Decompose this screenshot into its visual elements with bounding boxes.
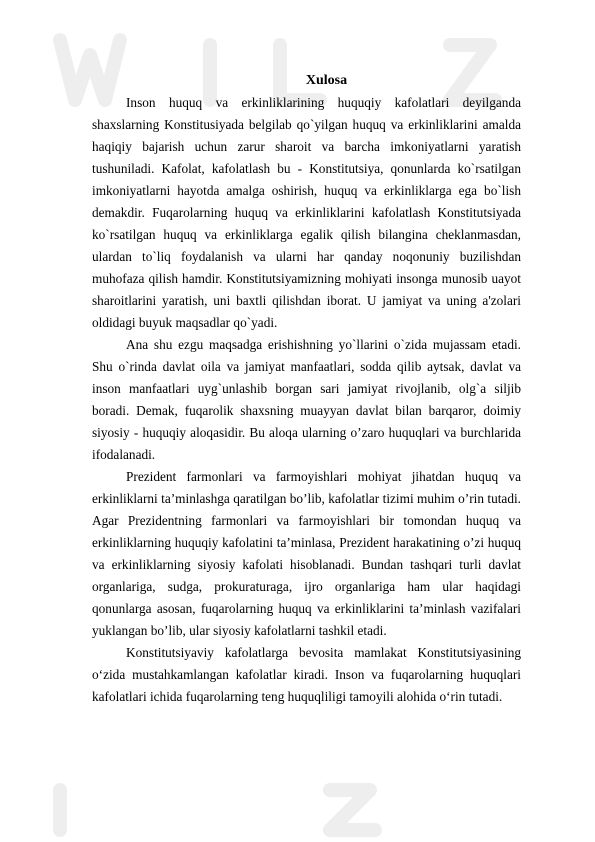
- document-title: Xulosa: [305, 73, 348, 88]
- document-page: [92, 70, 521, 708]
- paragraph-2: Ana shu ezgu maqsadga erishishning yo`llarini o`zida mujassam etadi. Shu o`rinda davlat oila va jamiyat manfaatlari, sodda qilib aytsak, davlat va inson manfaatlari uyg`unlashib borgan sari jamiyat rivojlanib, olg`a siljib boradi. Demak, fuqarolik shaxsning muayyan davlat bilan barqaror, doimiy siyosiy - huquqiy aloqasidir. Bu aloqa ularning o’zaro huquqlari va burchlarida ifodalanadi.: [92, 337, 521, 462]
- paragraph-1: Inson huquq va erkinliklarining huquqiy kafolatlari deyilganda shaxslarning Konstitusiyada belgilab qo`yilgan huquq va erkinliklarini amalda haqiqiy bajarish uchun zarur sharoit va barcha imkoniyatlarni yaratish tushuniladi. Kafolat, kafolatlash bu - Konstitutsiya, qonunlarda ko`rsatilgan imkoniyatlarni hayotda amalga oshirish, huquq va erkinliklarga ega bo`lish demakdir. Fuqarolarning huquq va erkinliklarini kafolatlash Konstitutsiyada ko`rsatilgan huquq va erkinliklarga egalik qilish bilangina cheklanmasdan, ulardan to`liq foydalanish va ularni har qanday noqonuniy buzilishdan muhofaza qilish hamdir. Konstitutsiyamizning mohiyati insonga munosib uayot sharoitlarini yaratish, uni baxtli qilishdan iborat. U jamiyat va uning a'zolari oldidagi buyuk maqsadlar qo`yadi.: [92, 95, 521, 330]
- watermark-glyph: [330, 790, 375, 830]
- paragraph-4: Konstitutsiyaviy kafolatlarga bevosita mamlakat Konstitutsiyasining o‘zida mustahkamlangan kafolatlar kiradi. Inson va fuqarolarning huquqlari kafolatlari ichida fuqarolarning teng huquqliligi tamoyili alohida o‘rin tutadi.: [92, 645, 521, 704]
- paragraph-3: Prezident farmonlari va farmoyishlari mohiyat jihatdan huquq va erkinliklarni ta’minlashga qaratilgan bo’lib, kafolatlar tizimi muhim o’rin tutadi. Agar Prezidentning farmonlari va farmoyishlari bir tomondan huquq va erkinliklarning huquqiy kafolatini ta’minlasa, Prezident harakatining o’zi huquq va erkinliklarning siyosiy kafolati hisoblanadi. Bundan tashqari turli davlat organlariga, sudga, prokuraturaga, ijro organlariga ham ular haqidagi qonunlarga asosan, fuqarolarning huquq va erkinliklarini ta’minlash vazifalari yuklangan bo’lib, ular siyosiy kafolatlarni tashkil etadi.: [92, 469, 521, 638]
